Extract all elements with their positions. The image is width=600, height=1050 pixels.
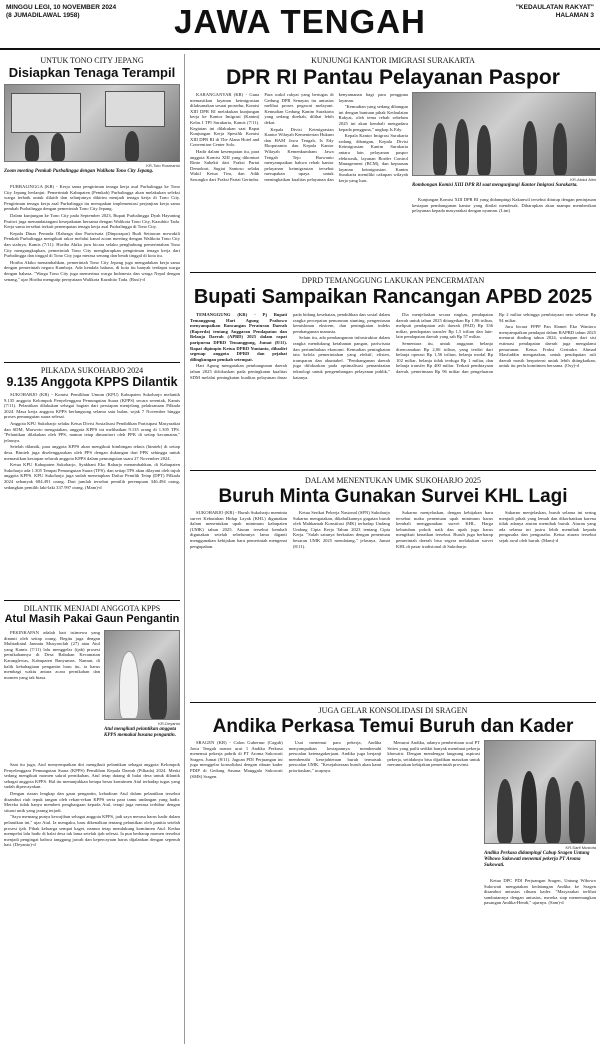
article-andika-photo <box>484 740 596 844</box>
article-umk-body: SUKOHARJO (KR) - Buruh Sukoharjo meminta survei Kebutuhan Hidup Layak (KHL) digunakan dalam menentukan upah minimum kabupaten (UMK) tahun 2025. Aturan tersebut kembali digunakan setelah sebelumnya lama diganti menggunakan kebijakan baru pemerintah mengenai pengupahan. Ketua Serikat Pekerja Nasional (SPN) Sukoharjo Sukarno mengatakan, dikabulkannya gugatan buruh oleh Mahkamah Konstitusi (MK) terhadap Undang Undang Cipta Kerja Tahun 2023 tentang Cipta Kerja. "Salah satunya berkaitan dengan penentuan besaran UMK 2025 mendatang," jelasnya, Jumat (8/11). Sukarno menjelaskan, dengan kebijakan baru tersebut maka penentuan upah minimum harus kembali menggunakan survei KHL. Harga kebutuhan pokok naik dan upah juga harus mengikuti kenaikan tersebut. Buruh juga berharap pemerintah daerah bisa segera melakukan survei KHL di pasar tradisional di Sukoharjo. Sukarno menjelaskan, buruh selama ini sering menjadi pihak yang lemah dan dikorbankan karena tidak adanya aturan memihak buruh. Aturan yang ada selama ini justru lebih memihak kepada pengusaha dan pengusaha. Ketua aturan tersebut sejak awal oleh buruh. (Mam)-d <box>190 510 596 549</box>
article-kpps-body: SUKOHARJO (KR) - Komisi Pemilihan Umum (KPU) Kabupaten Sukoharjo melantik 9.135 anggota Kelompok Penyelenggara Pemungutan Suara (KPPS) secara serentak, Kamis (7/11). Pelantikan dilakukan sebagai bagian dari persiapan menjelang pelaksanaan Pilkada 2024. Masa kerja anggota KPPS berlangsung selama satu bulan, sejak 7 November hingga proses pemungutan suara selesai. Anggota KPU Sukoharjo selaku Ketua Divisi Sosialisasi Pendidikan Partisipasi Masyarakat dan SDM, Marwoto mengatakan, anggota KPPS ini melibatkan 9.135 orang di 1.305 TPS. "Pelantikan dilakukan oleh PPS, namun tetap dimonitori oleh PPK di setiap kecamatan," jelasnya. Setelah dilantik, para anggota KPPS akan mengikuti bimbingan teknis (bimtek) di setiap desa. Bimtek juga diselenggarakan oleh PPS dengan dukungan dari PPK sehingga untuk memastikan kesiapan seluruh anggota KPPS dalam pemungutan suara 27 November 2024. Ketua KPU Kabupaten Sukoharjo, Syakbani Eko Raharjo menambahkan, di Kabupaten Sukoharjo ada 1.305 Tempat Pemungutan Suara (TPS), dan setiap TPS akan dilayani oleh tujuh anggota KPPS. KPU Sukoharjo juga sudah menetapkan Daftar Pemilih Tetap (DPT) Pilkada 2024 sebanyak 684.491 orang. Dari jumlah tersebut pemilih perempuan 346.494 orang, sedangkan pemilih laki-laki 337.997 orang. (Mam)-d <box>4 392 180 490</box>
article-atul-caption: Atul mengikuti pelantikan anggota KPPS memakai busana pengantin. <box>104 727 177 738</box>
article-kpps-kicker: PILKADA SUKOHARJO 2024 <box>40 366 144 375</box>
article-tono-kicker: UNTUK TONO CITY JEPANG <box>40 56 144 65</box>
article-dpr-caption: Rombongan Komisi XIII DPR RI saat mengunjungi Kantor Imigrasi Surakarta. <box>412 183 578 188</box>
article-andika-photo-credit: KR-Sarif Mustofa <box>565 845 596 850</box>
article-tono-body: PURBALINGGA (KR) - Kerja sama pengiriman tenaga kerja asal Purbalingga ke Tono City Jepang berlanjut. Pemerintah Kabupaten (Pemkab) Purbalingga akan melakukan seleksi warga terbaik untuk dilatih dan selanjutnya dikirim menjadi tenaga kerja di Tono City. Pengiriman tenaga kerja asal Purbalingga itu merupakan implementasi perjanjian kerja sama pemkab Purbalingga dengan pemerintah Tono City Jepang. Dalam kunjungan ke Tono City pada September 2023, Bupati Purbalingga Dyah Hayuning Pratiwi juga menandatangani kesepakatan bersama dengan Walikota Tono City, Kazuhito Tada. Kerja sama tersebut terkait penempatan tenaga kerja asal Purbalingga di Tono City. Kepala Dinas Pemuda Olahraga dan Pariwisata (Dinporapar) Budi Setiawan mewakili Pemkab Purbalingga mengikuti rakor melalui kanal zoom meeting dengan Walikota Tono City dan stafnya, Kamis (7/11). Horiba Akiko juru bicara selaku penghubung pemerintahan Tono City mengungkapkan, pemerintah Tono City mengharapkan pengiriman tenaga kerja dari Purbalingga dan tinggal di Tono City juga merasa senang dan betah tinggal di kota itu. Horiba Akiko menambahkan, pemerintah Tono City Jepang juga mengadakan kerja sama dengan pemerintah negara Kamboja. Ada kendala bahasa, di kota itu banyak terdapat warga dengan bahasa. "Warga Tono City juga memerima warga Indonesia dan warga Nepal dengan senang," ujar Horiba mengutip pernyataan Walikota Kazuhito Tada. (Rusi)-d <box>4 184 180 282</box>
article-kpps-headline: 9.135 Anggota KPPS Dilantik <box>6 375 178 389</box>
divider <box>190 470 596 471</box>
article-atul-photo <box>104 630 180 720</box>
article-apbd-headline: Bupati Sampaikan Rancangan APBD 2025 <box>193 286 593 308</box>
article-dpr-headline: DPR RI Pantau Pelayanan Paspor <box>226 66 560 89</box>
article-tono-photo <box>4 84 180 162</box>
divider <box>4 362 180 363</box>
page-number: HALAMAN 3 <box>555 12 594 19</box>
article-atul-kicker: DILANTIK MENJADI ANGGOTA KPPS <box>23 604 161 613</box>
divider <box>4 600 180 601</box>
masthead <box>0 0 600 50</box>
column-divider <box>184 54 185 1044</box>
article-umk-kicker: DALAM MENENTUKAN UMK SUKOHARJO 2025 <box>305 476 481 485</box>
article-dpr-body-continued: Kunjungan Komisi XIII DPR RI yang didampingi Kakanwil tersebut ditutup dengan peninjauan kesiapan pembangunan kantor yang dinilai mendesak. Diharapkan akan mampu memberikan pelayanan kepada masyarakat dengan nyaman. (Lim) <box>412 197 596 214</box>
article-andika-body: SRAGEN (KR) - Calon Gubernur (Cagub) Jawa Tengah nomor urut 1 Andika Perkasa menemui pekerja pabrik di PT Aroma Sukowati Sragen, Jumat (8/11). Jagoan PDI Perjuangan ini juga menggelar konsolidasi dengan ribuan kader PDIP di Gedung Sasana Manggala Sukowati (SMS) Sragen. Usai menemui para pekerja, Andika menyampaikan kesiapannya membenahi persoalan ketenagakerjaan. Andika juga berjanji membenahi kesejahteraan buruh termasuk persoalan UMK. "Kesejahteraan buruh akan kami prioritaskan," ucapnya. Menurut Andika, adanya pemberitaan soal PT Sritex yang pailit sedikit banyak membuat pekerja khawatir. Dengan mendengar langsung aspirasi pekerja, setidaknya bisa dijadikan masukan untuk merumuskan kebijakan pemerintah provinsi. <box>190 740 480 779</box>
article-dpr-photo-credit: KR-Abdul Alim <box>570 177 596 182</box>
article-atul-photo-credit: KR-Deyanto <box>158 721 180 726</box>
article-atul-body-intro: PEKINKAPAN adalah hari istimewa yang dinanti oleh setiap orang. Begitu juga dengan Muhtadiatul Jannatu Musyarofah (27) atau Atul yang Kamis (7/11) lalu menggelar (ijab) prosesi pernikahannya di Desa Babakan Kecamatan Karanglewas, Kabupaten Banyumas. Namun, di balik kebahagiaan pengantin baru itu, ia harus membagi waktu antara acara pernikahan dan momen yang tak biasa. <box>4 630 100 680</box>
article-atul-headline: Atul Masih Pakai Gaun Pengantin <box>4 613 180 625</box>
article-andika-kicker: JUGA GELAR KONSOLIDASI DI SRAGEN <box>318 706 468 715</box>
edition-date: MINGGU LEGI, 10 NOVEMBER 2024 (8 JUMADILAWAL 1958) <box>6 4 117 19</box>
article-apbd-body: TEMANGGUNG (KR) - Pj Bupati Temanggung Hari Agung Prabowo menyampaikan Rancangan Peraturan Daerah (Raperda) tentang Anggaran Pendapatan dan Belanja Daerah (APBD) 2025 dalam rapat paripurna DPRD Temanggung, Jumat (8/11). Rapat dipimpin Ketua DPRD Yunianto, dihadiri segenap anggota DPRD dan pejabat dilingkungan pemkab setempat. Hari Agung mengatakan pembangunan daerah tahun 2025 difokuskan pada peningkatan kualitas SDM melalui peningkatan kualitas pelayanan dasar pada bidang kesehatan, pendidikan dan sosial dalam rangka percepatan penurunan stunting, pengentasan kemiskinan ekstrem, dan peningkatan indeks pembangunan manusia. Selain itu, ada pembangunan infrastruktur dalam rangka mendukung ketahanan pangan, pariwisata dan pertumbuhan ekonomi. Kemudian peningkatan tata kelola pemerintahan yang efektif, efisien, transparan dan akuntabel. "Pembangunan daerah juga difokuskan pada optimalisasi pemanfaatan teknologi untuk pengembangan pelayanan publik," katanya. Dia menjelaskan secara ringkas, pendapatan daerah untuk tahun 2025 ditargetkan Rp 1,96 triliun, meliputi pendapatan asli daerah (PAD) Rp 336 miliar, pendapatan transfer Rp 1,5 triliun dan lain-lain pendapatan daerah yang sah Rp 57 miliar. Sementara itu, untuk anggaran belanja direncanakan Rp 2,06 triliun, yang terdiri dari belanja operasi Rp 1,56 triliun, belanja modal Rp 102 miliar, belanja tidak terduga Rp 1 miliar, dan belanja transfer Rp 400 miliar. Terkait pembiayaan daerah, penerimaan Rp 96 miliar dan pengeluaran Rp 2 miliar sehingga pembiayaan neto sebesar Rp 94 miliar. Juru bicara FPPP Pan Slamet Eko Wantoro menyampaikan pendapat dalam RAPBD tahun 2025 menurut dinding tahun 2024, walaupun dari sisi estimasi pendapatan daerah juga mengalami penurunan. Ketua Fraksi Gerindra Ahmad Masfuddin mengatakan, untuk pendapatan asli daerah masih berpotensi untuk lebih ditingkatkan, untuk itu perlu komitmen bersama. (Osy)-d <box>190 312 596 380</box>
article-umk-headline: Buruh Minta Gunakan Survei KHL Lagi <box>218 486 568 507</box>
article-tono-headline: Disiapkan Tenaga Terampil <box>8 65 176 80</box>
article-dpr-kicker: KUNJUNGI KANTOR IMIGRASI SURAKARTA <box>311 56 475 65</box>
article-dpr-photo <box>412 92 596 176</box>
article-tono-caption: Zoom meeting Pemkab Purbalingga dengan Walikota Tono City Jepang. <box>4 169 154 174</box>
masthead-slogan: "KEDAULATAN RAKYAT" HALAMAN 3 <box>515 4 594 19</box>
newspaper-title: JAWA TENGAH <box>174 3 426 40</box>
article-andika-headline: Andika Perkasa Temui Buruh dan Kader <box>212 716 574 737</box>
article-atul-body: Saat itu juga, Atul menyempatkan diri mengikuti pelantikan sebagai anggota Kelompok Penyelenggara Pemungutan Suara (KPPS) Pemilihan Kepala Daerah (Pilkada) 2024. Meski sedang mengikuti momen sakral pernikahan, Atul tetap datang di balai desa untuk dilantik sebagai anggota KPPS. Hal itu menunjukkan betapa besar komitmen Atul terhadap tugas yang sudah dipercayakan. Dengan riasan lengkap dan gaun pengantin, kehadiran Atul dalam pelantikan tersebut disambut riuh tepuk tangan oleh rekan-rekan KPPS serta para tamu undangan yang hadir. Mereka tidak hanya memberi penghargaan kepada Atul, tetapi juga merasa terhibur dengan situasi unik yang jarang terjadi. "Saya memang punya kewajiban sebagai anggota KPPS, jadi saya merasa harus hadir dalam pelantikan ini," ujar Atul. Ia mengaku, baru dikenalkan tentang pelantikan oleh panitia setelah prosesi ijab. Pihak keluarga sempat kaget, namun tetap mendukung komitmen Atul. Kedua mempelai lalu hadir di balai desa tak lama setelah ijab selesai. Ia pun berharap momen tersebut menjadi pengingat bahwa tanggung jawab dan kepercayaan harus dijalankan dengan sepenuh hati. (Deyanto)-d <box>4 762 180 848</box>
article-andika-body-continued: Ketua DPC PDI Perjuangan Sragen, Untung Wibowo Sukowati mengatakan kedatangan Andika ke Sragen disambut antusias ribuan kader. "Masyarakat terlihat sambutannya dengan antusias, mereka siap memenangkan pasangan Andika-Hendi," ujarnya. (Sam)-d <box>484 878 596 906</box>
article-dpr-body: KARANGANYAR (KR) - Guna memastikan layanan keimigrasian dilaksanakan sesuai prosedur, Komisi XIII DPR RI melakukan kunjungan kerja ke Kantor Imigrasi (Kanim) Kelas I TPI Surakarta, Kamis (7/11). Kegiatan ini dilakukan saat Rapat Kunjungan Kerja Spesifik Komisi XIII DPR RI di The Alana Hotel and Convention Center Solo. Hadir dalam kesempatan itu, para anggota Komisi XIII yang dikoniuri Rinto Subekti dari Fraksi Partai Demokrat, Sugiat Santoso selaku Wakil Ketua Tim, dan Adik Sasongko dari Fraksi Partai Gerindra. Para wakil rakyat yang bertugas di Gedung DPR Senayan itu antusias melihat proses pegawai melayani. Kemudian Gedung Kanim Surakarta yang sedang direhab, dilihat lebih dekat. Kepala Divisi Keimigrasian Kantor Wilayah Kementerian Hukum dan HAM Jawa Tengah, Is Edy Ekoputranto dan Kepala Kantor Wilayah Kemenkumham Jawa Tengah Tejo Harwanto menyampaikan bahwa rehab kantor pelayanan keimigrasian tersebut merupakan upaya untuk meningkatkan kualitas pelayanan dan kenyamanan bagi para pengguna layanan. "Kemudian yang sedang dibangun ini dengan bantuan pihak Kedaulatan Rakyat, oleh tema rehab sebelum 2025 ini akan kembali mengudara kepada pengguna," ungkap Is Edy. Kepala Kantor Imigrasi Surakarta sedang dibangun, Kepala Divisi Keimigrasian Kanim Surakarta antara lain pelayanan paspor elektronik, layanan Border Control Management (BCM), dan kepuasan layanan keimigrasian. Kanim Surakarta memiliki cakupan wilayah kerja yang luas. <box>190 92 408 183</box>
article-tono-photo-credit: KR-Toto Rusmanto <box>146 163 180 168</box>
divider <box>190 272 596 273</box>
divider <box>190 702 596 703</box>
article-apbd-kicker: DPRD TEMANGGUNG LAKUKAN PENCERMATAN <box>301 276 485 285</box>
article-andika-caption: Andika Perkasa didampingi Cabup Sragen Untung Wibowo Sukowati menemui pekerja PT Aroma Sukowati. <box>484 851 590 868</box>
